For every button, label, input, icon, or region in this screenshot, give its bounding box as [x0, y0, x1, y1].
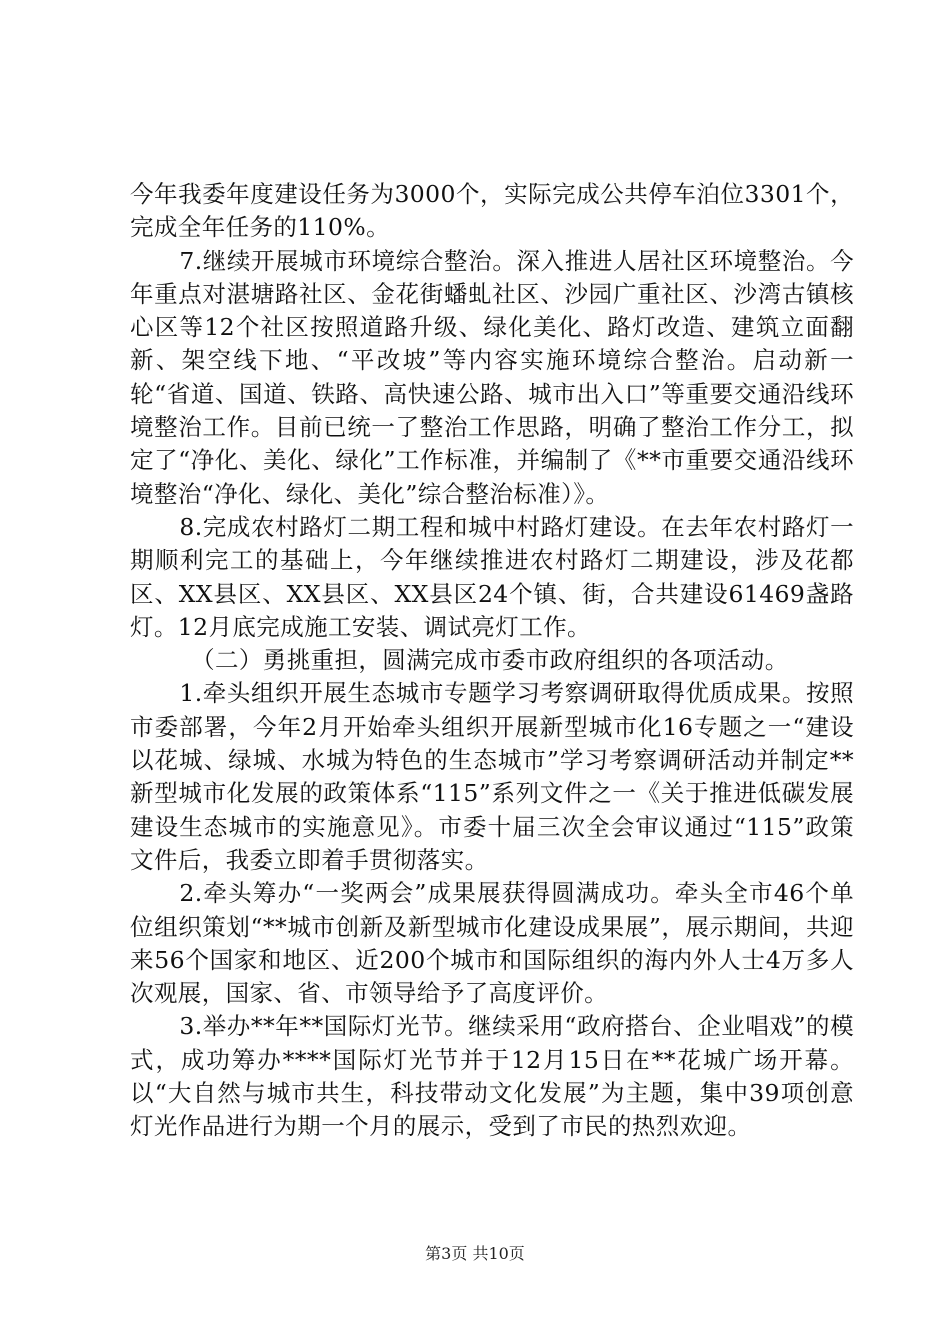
paragraph-item-3: 3.举办**年**国际灯光节。继续采用“政府搭台、企业唱戏”的模式，成功筹办****国际灯光节并于12月15日在**花城广场开幕。以“大自然与城市共生，科技带动文化发展”为主题，集中39项创意灯光作品进行为期一个月的展示，受到了市民的热烈欢迎。 — [130, 1012, 854, 1141]
section-heading-2: （二）勇挑重担，圆满完成市委市政府组织的各项活动。 — [191, 646, 789, 675]
paragraph-item-2: 2.牵头筹办“一奖两会”成果展获得圆满成功。牵头全市46个单位组织策划“**城市创新及新型城市化建设成果展”，展示期间，共迎来56个国家和地区、近200个城市和国际组织的海内外人士4万多人次观展，国家、省、市领导给予了高度评价。 — [130, 879, 854, 1008]
document-body — [130, 178, 854, 1144]
paragraph-item-8: 8.完成农村路灯二期工程和城中村路灯建设。在去年农村路灯一期顺利完工的基础上，今年继续推进农村路灯二期建设，涉及花都区、XX县区、XX县区、XX县区24个镇、街，合共建设61469盏路灯。12月底完成施工安装、调试亮灯工作。 — [130, 512, 854, 641]
page-number-footer: 第3页 共10页 — [425, 1244, 525, 1263]
paragraph-item-7: 7.继续开展城市环境综合整治。深入推进人居社区环境整治。今年重点对湛塘路社区、金花街蟠虬社区、沙园广重社区、沙湾古镇核心区等12个社区按照道路升级、绿化美化、路灯改造、建筑立面翻新、架空线下地、“平改坡”等内容实施环境综合整治。启动新一轮“省道、国道、铁路、高快速公路、城市出入口”等重要交通沿线环境整治工作。目前已统一了整治工作思路，明确了整治工作分工，拟定了“净化、美化、绿化”工作标准，并编制了《**市重要交通沿线环境整治“净化、绿化、美化”综合整治标准）》。 — [130, 246, 854, 508]
paragraph-continuation: 今年我委年度建设任务为3000个，实际完成公共停车泊位3301个，完成全年任务的110%。 — [130, 180, 854, 242]
paragraph-item-1: 1.牵头组织开展生态城市专题学习考察调研取得优质成果。按照市委部署，今年2月开始牵头组织开展新型城市化16专题之一“建设以花城、绿城、水城为特色的生态城市”学习考察调研活动并制定**新型城市化发展的政策体系“115”系列文件之一《关于推进低碳发展建设生态城市的实施意见》。市委十届三次全会审议通过“115”政策文件后，我委立即着手贯彻落实。 — [130, 679, 854, 874]
